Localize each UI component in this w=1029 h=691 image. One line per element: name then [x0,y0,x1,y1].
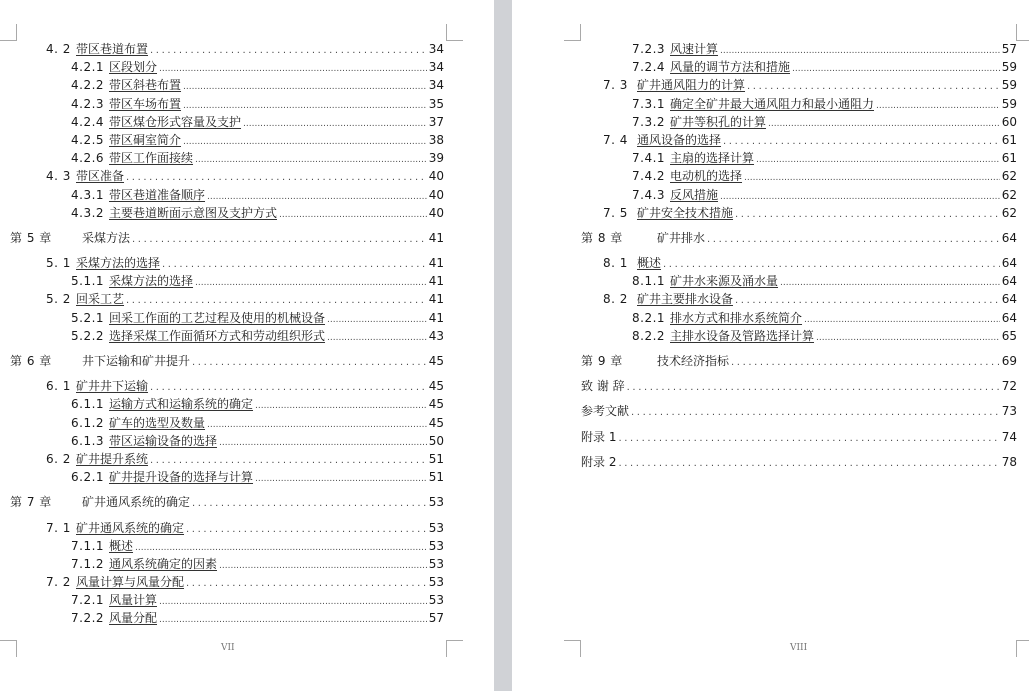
toc-entry-title: 反风措施 [670,187,719,202]
toc-entry-number: 7.2.3 [632,42,666,56]
toc-entry[interactable] [512,453,1017,471]
toc-entry-page: 64 [1001,310,1017,325]
toc-entry[interactable] [10,272,444,290]
toc-entry-title: 采煤方法 [82,230,131,245]
toc-entry-title: 带区工作面接续 [109,151,194,166]
crop-mark [564,640,581,657]
toc-entry-number: 6.1.2 [71,415,105,430]
toc-entry-number: 6. 2 [46,451,71,466]
page-number-footer: VII [221,643,235,653]
toc-entry-number: 6.1.1 [71,397,105,412]
toc-entry-title: 概述 [109,538,134,553]
toc-entry-page: 64 [1001,256,1017,271]
toc-entry[interactable] [512,204,1017,222]
toc-entry-page: 53 [428,556,444,571]
toc-entry-page: 51 [428,451,444,466]
toc-entry-page: 61 [1001,132,1017,147]
toc-entry-title: 带区硐室简介 [109,132,182,147]
toc-entry-title: 矿井提升设备的选择与计算 [109,470,254,485]
toc-leader-dots [744,169,1000,187]
toc-entry-page: 45 [428,379,444,394]
toc-entry[interactable] [512,58,1017,76]
toc-entry[interactable] [512,95,1017,113]
toc-entry[interactable] [512,131,1017,149]
document-page-right [512,0,1029,691]
toc-entry[interactable] [512,40,1017,58]
toc-entry-number: 4.2.6 [71,151,105,166]
toc-leader-dots [159,60,427,78]
toc-entry-page: 74 [1001,429,1017,444]
toc-entry-page: 37 [428,114,444,129]
toc-entry-title: 回采工作面的工艺过程及使用的机械设备 [109,310,326,325]
toc-leader-dots [255,397,427,415]
toc-entry-number: 8.1.1 [632,274,666,289]
toc-entry-title: 确定全矿井最大通风阻力和最小通阻力 [670,96,875,111]
toc-entry-title: 带区斜巷布置 [109,78,182,93]
toc-entry[interactable] [10,519,444,537]
toc-leader-dots [150,42,427,60]
toc-entry-title: 附录 1 [581,429,617,444]
toc-entry[interactable] [10,395,444,413]
toc-entry[interactable] [10,186,444,204]
toc-entry-page: 73 [1001,404,1017,419]
page-gutter [494,0,512,691]
toc-entry-number: 第 7 章 [10,495,52,510]
toc-leader-dots [327,329,427,347]
toc-leader-dots [159,593,427,611]
toc-entry-title: 风量计算与风量分配 [76,575,185,590]
toc-entry[interactable] [512,402,1017,420]
toc-entry[interactable] [512,428,1017,446]
toc-entry[interactable] [10,352,444,370]
toc-entry[interactable] [10,450,444,468]
toc-entry[interactable] [10,229,444,247]
toc-entry[interactable] [10,167,444,185]
toc-entry-page: 45 [428,415,444,430]
toc-entry[interactable] [10,40,444,58]
toc-entry-number: 5. 2 [46,292,71,307]
toc-entry-number: 8.2.1 [632,310,666,325]
crop-mark [0,640,17,657]
toc-entry-number: 6.2.1 [71,470,105,485]
toc-leader-dots [192,495,427,513]
toc-leader-dots [731,354,1000,372]
toc-entry-page: 41 [428,230,444,245]
toc-entry-title: 井下运输和矿井提升 [82,354,191,368]
toc-entry-number: 6.1.3 [71,433,105,448]
toc-leader-dots [243,115,427,133]
toc-entry-page: 53 [428,538,444,553]
toc-entry-title: 采煤方法的选择 [76,256,161,271]
toc-entry-title: 风量的调节方法和措施 [670,60,791,75]
toc-entry-page: 35 [428,96,444,111]
toc-entry-number: 7. 2 [46,575,71,590]
toc-leader-dots [631,404,1000,422]
toc-entry-page: 59 [1001,78,1017,93]
toc-entry-number: 第 9 章 [581,354,623,368]
crop-mark [446,640,463,657]
toc-entry-number: 4.3.1 [71,187,105,202]
toc-entry-title: 主要巷道断面示意图及支护方式 [109,205,278,220]
toc-entry-page: 57 [1001,42,1017,56]
toc-entry[interactable] [512,186,1017,204]
toc-entry-page: 60 [1001,114,1017,129]
toc-entry-title: 风速计算 [670,42,719,56]
toc-entry-number: 4.2.1 [71,60,105,75]
toc-entry-number: 5.2.1 [71,310,105,325]
toc-entry[interactable] [10,609,444,627]
toc-leader-dots [183,78,427,96]
toc-entry-page: 41 [428,292,444,307]
toc-entry-number: 第 5 章 [10,230,52,245]
toc-entry[interactable] [10,591,444,609]
toc-entry[interactable] [512,113,1017,131]
toc-entry-number: 7. 1 [46,520,71,535]
toc-entry-title: 运输方式和运输系统的确定 [109,397,254,412]
toc-entry[interactable] [512,327,1017,345]
toc-leader-dots [255,470,427,488]
toc-entry-number: 8. 2 [603,292,628,307]
toc-leader-dots [768,115,1000,133]
toc-entry[interactable] [512,352,1017,370]
toc-entry-page: 39 [428,151,444,166]
toc-leader-dots [735,206,1000,224]
toc-entry[interactable] [512,272,1017,290]
toc-entry-page: 40 [428,205,444,220]
table-of-contents [512,40,1017,478]
toc-entry-number: 4.2.4 [71,114,105,129]
toc-entry-number: 5.2.2 [71,328,105,343]
crop-mark [564,24,581,41]
toc-entry-number: 7.2.1 [71,593,105,608]
toc-entry[interactable] [10,414,444,432]
toc-entry[interactable] [10,254,444,272]
toc-entry-page: 64 [1001,274,1017,289]
toc-entry[interactable] [10,555,444,573]
toc-leader-dots [186,521,427,539]
toc-leader-dots [618,455,999,473]
table-of-contents [10,40,444,628]
toc-entry[interactable] [512,377,1017,395]
toc-leader-dots [207,416,427,434]
toc-entry-page: 78 [1001,454,1017,469]
toc-entry-title: 矿井通风系统的确定 [82,495,191,510]
toc-entry-number: 6. 1 [46,379,71,394]
toc-entry[interactable] [10,493,444,511]
toc-entry[interactable] [10,95,444,113]
toc-leader-dots [195,274,427,292]
toc-entry-page: 62 [1001,205,1017,220]
toc-entry-number: 5. 1 [46,256,71,271]
toc-entry[interactable] [10,432,444,450]
toc-entry-page: 50 [428,433,444,448]
toc-leader-dots [627,379,1000,397]
toc-entry-page: 59 [1001,60,1017,75]
toc-entry-page: 53 [428,593,444,608]
toc-entry-title: 致 谢 辞 [581,379,625,394]
toc-entry-number: 7.3.2 [632,114,666,129]
toc-entry[interactable] [10,377,444,395]
toc-entry[interactable] [10,290,444,308]
toc-entry-page: 45 [428,397,444,412]
toc-leader-dots [792,60,1000,78]
toc-entry-number: 7. 4 [603,132,628,147]
toc-entry-title: 采煤方法的选择 [109,274,194,289]
toc-entry-page: 64 [1001,292,1017,307]
toc-entry-number: 第 6 章 [10,354,52,368]
toc-entry-page: 62 [1001,187,1017,202]
toc-entry-page: 34 [428,78,444,93]
toc-entry-number: 7.3.1 [632,96,666,111]
toc-entry-page: 41 [428,310,444,325]
toc-leader-dots [618,430,999,448]
toc-entry-page: 43 [428,328,444,343]
toc-entry-number: 4. 2 [46,42,71,56]
toc-entry-page: 69 [1001,354,1017,368]
toc-entry-title: 矿井水来源及涌水量 [670,274,779,289]
toc-entry-page: 53 [428,520,444,535]
toc-entry-number: 5.1.1 [71,274,105,289]
toc-entry-title: 概述 [637,256,662,271]
toc-entry-number: 4.2.2 [71,78,105,93]
toc-leader-dots [159,611,427,629]
toc-entry-number: 7.2.2 [71,611,105,626]
toc-entry-title: 矿井井下运输 [76,379,149,394]
toc-entry-title: 通风设备的选择 [637,132,722,147]
toc-leader-dots [327,311,427,329]
toc-entry-number: 4.2.5 [71,132,105,147]
toc-leader-dots [132,231,427,249]
document-page-left [0,0,494,691]
toc-leader-dots [162,256,427,274]
toc-entry[interactable] [10,537,444,555]
toc-entry-number: 7.1.1 [71,538,105,553]
toc-entry[interactable] [512,229,1017,247]
toc-entry-number: 7. 5 [603,205,628,220]
toc-entry[interactable] [512,309,1017,327]
toc-entry-title: 回采工艺 [76,292,125,307]
toc-entry-number: 7.1.2 [71,556,105,571]
toc-entry[interactable] [10,327,444,345]
toc-entry-title: 参考文献 [581,404,630,419]
toc-leader-dots [756,151,1000,169]
toc-entry-page: 59 [1001,96,1017,111]
toc-entry-title: 矿井主要排水设备 [637,292,734,307]
toc-entry-title: 附录 2 [581,454,617,469]
toc-entry[interactable] [10,58,444,76]
toc-entry-title: 主扇的选择计算 [670,151,755,166]
toc-entry-page: 62 [1001,169,1017,184]
toc-entry-title: 风量计算 [109,593,158,608]
toc-entry-page: 40 [428,187,444,202]
toc-entry-number: 7.4.1 [632,151,666,166]
toc-leader-dots [720,188,1000,206]
toc-leader-dots [219,434,427,452]
crop-mark [1016,640,1029,657]
toc-entry-page: 38 [428,132,444,147]
crop-mark [0,24,17,41]
toc-leader-dots [707,231,1000,249]
crop-mark [446,24,463,41]
toc-entry-title: 矿井排水 [657,230,706,245]
toc-leader-dots [192,354,427,372]
toc-entry-title: 选择采煤工作面循环方式和劳动组织形式 [109,328,326,343]
toc-entry[interactable] [512,76,1017,94]
toc-entry-title: 带区煤仓形式容量及支护 [109,114,242,129]
toc-entry-title: 带区车场布置 [109,96,182,111]
toc-entry-title: 通风系统确定的因素 [109,556,218,571]
toc-entry-page: 61 [1001,151,1017,166]
toc-entry-title: 矿井安全技术措施 [637,205,734,220]
toc-entry[interactable] [10,468,444,486]
toc-entry-page: 40 [428,169,444,184]
toc-entry[interactable] [512,149,1017,167]
toc-entry-page: 41 [428,274,444,289]
toc-entry-title: 风量分配 [109,611,158,626]
toc-entry-number: 4.2.3 [71,96,105,111]
toc-entry-title: 主排水设备及管路选择计算 [670,328,815,343]
toc-entry-page: 64 [1001,230,1017,245]
toc-leader-dots [186,575,427,593]
toc-entry-title: 带区准备 [76,169,125,184]
toc-entry-page: 51 [428,470,444,485]
toc-entry-number: 7.4.2 [632,169,666,184]
toc-leader-dots [723,133,1000,151]
toc-entry-title: 技术经济指标 [657,354,730,368]
toc-leader-dots [804,311,1000,329]
toc-entry-title: 矿井等积孔的计算 [670,114,767,129]
toc-entry-page: 53 [428,575,444,590]
toc-entry-number: 7.2.4 [632,60,666,75]
toc-leader-dots [195,151,427,169]
toc-entry[interactable] [512,167,1017,185]
toc-leader-dots [183,133,427,151]
toc-entry[interactable] [10,309,444,327]
toc-entry-title: 矿车的选型及数量 [109,415,206,430]
toc-entry-number: 8.2.2 [632,328,666,343]
toc-entry-title: 区段划分 [109,60,158,75]
toc-entry-title: 矿井通风阻力的计算 [637,78,746,93]
page-number-footer: VIII [790,643,808,653]
crop-mark [1016,24,1029,41]
toc-entry[interactable] [10,131,444,149]
toc-entry-title: 排水方式和排水系统简介 [670,310,803,325]
toc-entry-title: 带区运输设备的选择 [109,433,218,448]
toc-entry-number: 4.3.2 [71,205,105,220]
toc-entry[interactable] [10,204,444,222]
toc-entry-page: 41 [428,256,444,271]
toc-entry[interactable] [512,254,1017,272]
toc-entry-page: 53 [428,495,444,510]
toc-leader-dots [876,97,1000,115]
toc-entry-number: 7. 3 [603,78,628,93]
toc-entry-title: 矿井提升系统 [76,451,149,466]
toc-entry-title: 带区巷道准备顺序 [109,187,206,202]
toc-entry-number: 4. 3 [46,169,71,184]
toc-leader-dots [780,274,1000,292]
toc-entry-title: 矿井通风系统的确定 [76,520,185,535]
toc-entry[interactable] [10,113,444,131]
toc-entry[interactable] [512,290,1017,308]
toc-leader-dots [816,329,1000,347]
toc-entry-page: 57 [428,611,444,626]
toc-entry[interactable] [10,573,444,591]
toc-entry-page: 34 [428,42,444,56]
toc-leader-dots [219,557,427,575]
toc-entry-page: 34 [428,60,444,75]
toc-entry-page: 45 [428,354,444,368]
toc-entry-number: 第 8 章 [581,230,623,245]
toc-entry-title: 带区巷道布置 [76,42,149,56]
toc-entry-page: 72 [1001,379,1017,394]
toc-entry-title: 电动机的选择 [670,169,743,184]
toc-entry[interactable] [10,76,444,94]
toc-entry-page: 65 [1001,328,1017,343]
toc-entry-number: 8. 1 [603,256,628,271]
toc-entry-number: 7.4.3 [632,187,666,202]
toc-entry[interactable] [10,149,444,167]
toc-leader-dots [279,206,427,224]
